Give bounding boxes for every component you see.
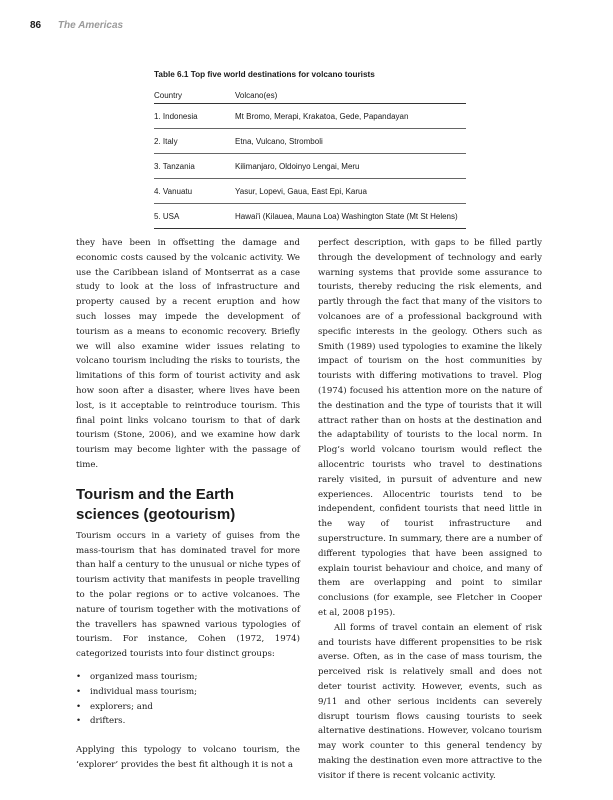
table-row <box>154 129 466 154</box>
list-item: • explorers; and <box>76 700 300 715</box>
table-header-row <box>154 91 466 104</box>
country-cell: 3. Tanzania <box>154 154 235 179</box>
body-paragraph: Applying this typology to volcano tourism, the ‘explorer’ provides the best fit although it is not a <box>76 745 300 770</box>
country-cell: 5. USA <box>154 204 235 229</box>
left-column <box>76 236 300 773</box>
country-cell: 1. Indonesia <box>154 104 235 129</box>
list-item: • individual mass tourism; <box>76 685 300 700</box>
list-item: • drifters. <box>76 714 300 729</box>
body-paragraph: perfect description, with gaps to be filled partly through the development of technology and early warning systems that provide some assurance to tourists, thereby reducing the risk elements, and partly through the fact that many of the visitors to volcanoes are of a professional background with specific interests in the geology. Others such as Smith (1989) used typologies to examine the likely impact of tourism on the host communities by tourists with differing motivations to travel. Plog (1974) focused his attention more on the nature of the destination and the type of tourists that it will attract rather than on hosts at the destination and the adaptability of tourists to the local norm. In Plog’s world volcano tourism would reflect the allocentric tourists who travel to destinations rarely visited, in pursuit of adventure and new experiences. Allocentric tourists tend to be independent, confident tourists that need little in the way of tourist infrastructure and superstructure. In summary, there are a number of different typologies that have been assigned to explain tourist behaviour and choice, and many of them are overlapping and point to similar conclusions (for example, see Fletcher in Cooper et al, 2008 p195). <box>318 238 542 618</box>
body-paragraph: All forms of travel contain an element of risk and tourists have different propensities to be risk averse. Often, as in the case of mass tourism, the perceived risk is relatively small and does not deter tourist activity. However, events, such as 9/11 and other serious incidents can severely disrupt tourism flows causing tourists to seek alternative destinations. However, volcano tourism may work counter to this general tendency by making the destination even more attractive to the visitor if there is recent volcanic activity. <box>318 622 542 781</box>
table-row <box>154 204 466 229</box>
page-number: 86 <box>30 20 42 31</box>
volcanoes-cell: Etna, Vulcano, Stromboli <box>235 129 466 154</box>
table-row <box>154 154 466 179</box>
body-paragraph: they have been in offsetting the damage and economic costs caused by the volcanic activity. We use the Caribbean island of Montserrat as a case study to look at the loss of infrastructure and property caused by a recent eruption and how such losses may impede the development of tourism as a means to economic recovery. Briefly we will also examine wider issues relating to volcano tourism including the risks to tourists, the limitations of this form of tourist activity and ask how soon after a disaster, where lives have been lost, is it acceptable to reintroduce tourism. This final point links volcano tourism to that of dark tourism (Stone, 2006), and we examine how dark tourism may become lighter with the passage of time. <box>76 238 300 470</box>
right-column <box>318 236 542 783</box>
column-header-country: Country <box>154 91 235 104</box>
list-item: • organized mass tourism; <box>76 670 300 685</box>
volcanoes-cell: Hawai'i (Kilauea, Mauna Loa) Washington State (Mt St Helens) <box>235 204 466 229</box>
body-paragraph: Tourism occurs in a variety of guises from the mass-tourism that has dominated travel for more than half a century to the unusual or niche types of tourism activity that manifests in people travelling to the polar regions or to active volcanoes. The nature of tourism together with the motivations of the travellers has spawned various typologies of tourism. For instance, Cohen (1972, 1974) categorized tourists into four distinct groups: <box>76 530 300 660</box>
page-header <box>30 20 123 31</box>
country-cell: 4. Vanuatu <box>154 179 235 204</box>
column-header-volcanoes: Volcano(es) <box>235 91 466 104</box>
tourist-groups-list <box>76 670 300 729</box>
table-caption: Table 6.1 Top five world destinations for volcano tourists <box>154 70 375 79</box>
section-heading: Tourism and the Earth sciences (geotourism) <box>76 485 236 523</box>
table-row <box>154 179 466 204</box>
running-title: The Americas <box>57 20 124 31</box>
destinations-table <box>154 91 466 229</box>
table-6-1 <box>154 70 466 229</box>
volcanoes-cell: Mt Bromo, Merapi, Krakatoa, Gede, Papandayan <box>235 104 466 129</box>
table-row <box>154 104 466 129</box>
volcanoes-cell: Kilimanjaro, Oldoinyo Lengai, Meru <box>235 154 466 179</box>
country-cell: 2. Italy <box>154 129 235 154</box>
volcanoes-cell: Yasur, Lopevi, Gaua, East Epi, Karua <box>235 179 466 204</box>
